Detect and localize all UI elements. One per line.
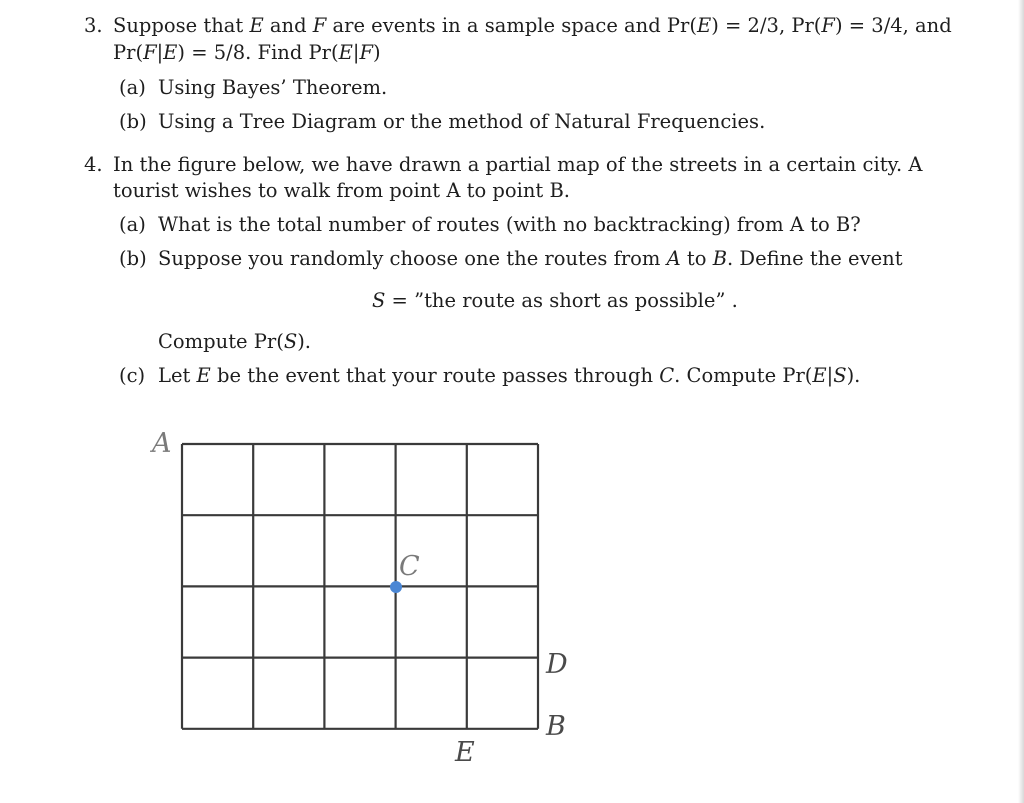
problem-4-stem-line-1: In the figure below, we have drawn a partial map of the streets in a certain city. A [113,153,923,176]
problem-3-number: 3. [84,14,103,37]
problem-3a-text: Using Bayes’ Theorem. [158,76,388,99]
label-c: C [399,551,420,582]
label-d: D [546,649,568,680]
label-e: E [455,737,475,768]
event-s-definition: S = ”the route as short as possible” . [372,289,738,312]
problem-3b-text: Using a Tree Diagram or the method of Natural Frequencies. [158,110,766,133]
problem-3-stem-line-2: Pr(F|E) = 5/8. Find Pr(E|F) [113,41,381,64]
problem-4c-label: (c) [119,364,146,387]
problem-4b-text: Suppose you randomly choose one the routes from A to B. Define the event [158,247,903,270]
problem-4c-text: Let E be the event that your route passes through C. Compute Pr(E|S). [158,364,861,387]
problem-4-stem-line-2: tourist wishes to walk from point A to point B. [113,179,570,202]
problem-4-number: 4. [84,153,103,176]
label-b: B [546,711,566,742]
problem-3a-label: (a) [119,76,146,99]
label-a: A [152,428,172,459]
problem-4a-text: What is the total number of routes (with no backtracking) from A to B? [158,213,861,236]
problem-3b-label: (b) [119,110,147,133]
point-c-marker [390,581,402,593]
problem-3-stem-line-1: Suppose that E and F are events in a sample space and Pr(E) = 2/3, Pr(F) = 3/4, and [113,14,952,37]
problem-4a-label: (a) [119,213,146,236]
compute-pr-s: Compute Pr(S). [158,330,311,353]
problem-4b-label: (b) [119,247,147,270]
street-grid [182,444,538,729]
